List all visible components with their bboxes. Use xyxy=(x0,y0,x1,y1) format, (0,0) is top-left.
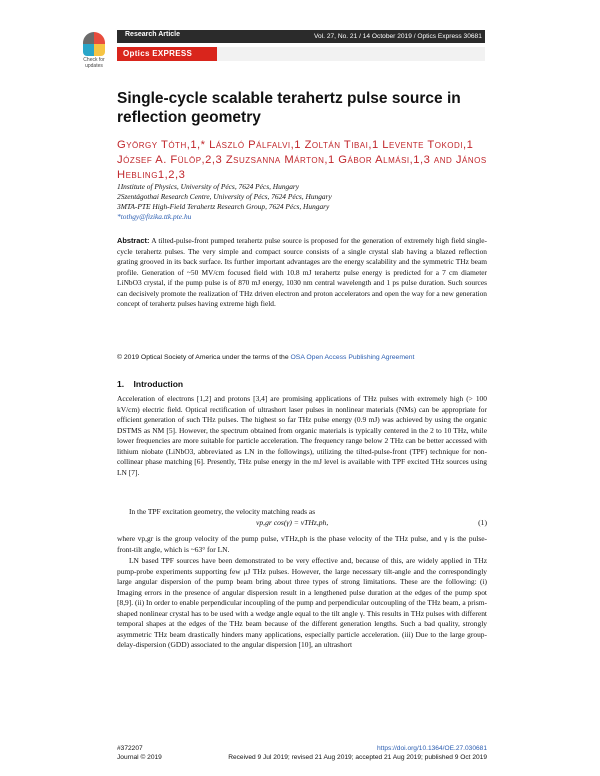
section-number: 1. xyxy=(117,379,125,389)
copyright-text: © 2019 Optical Society of America under the terms of the xyxy=(117,354,289,361)
crossmark-badge[interactable] xyxy=(80,32,108,69)
paragraph-2: In the TPF excitation geometry, the velocity matching reads as xyxy=(129,507,316,516)
journal-name: Optics EXPRESS xyxy=(123,49,193,58)
footer-left xyxy=(117,744,162,762)
abstract xyxy=(117,236,487,310)
equation-expression: vp,gr cos(γ) = vTHz,ph, xyxy=(256,518,329,527)
abstract-text: A tilted-pulse-front pumped terahertz pulse source is proposed for the generation of extremely high field single-cycle terahertz pulses. The very simple and compact source consists of a single crystal slab having a blazed reflection grating grooved in its back surface. Its further important advantages are the energy scalability and the symmetric THz beam profile. Generation of ~50 MV/cm focused field with 10.8 mJ terahertz pulse energy is predicted for a 7 cm diameter LiNbO3 crystal, if the pump pulse is of 870 mJ energy, 1030 nm central wavelength and 1 ps pulse duration. Such sources can decisively promote the realization of THz driven electron and proton accelerators and open the way for a new generation concept of terahertz pulses having extreme high field. xyxy=(117,236,487,308)
section-title: Introduction xyxy=(133,379,184,389)
author-list: György Tóth,1,* László Pálfalvi,1 Zoltán Tibai,1 Levente Tokodi,1 József A. Fülöp,2,3 Zsuzsanna Márton,1 Gábor Almási,1,3 and János Hebling1,2,3 xyxy=(117,139,487,181)
affiliation-2: 2Szentágothai Research Centre, University of Pécs, 7624 Pécs, Hungary xyxy=(117,192,332,201)
paragraph-1: Acceleration of electrons [1,2] and protons [3,4] are promising applications of THz pulses with extremely high (> 100 kV/cm) electric field. Optical rectification of ultrashort laser pulses in nonlinear materials (NMs) can be appropriate for efficient generation of such THz pulses. The highest so far THz pulse energy (0.9 mJ) was achieved by using the organic DSTMS as NM [5]. However, the spectrum obtained from organic materials is typically centered in the 2 to 10 THz, while lower frequencies are more suitable for particle acceleration. The frequency range below 2 THz can be better accessed with lithium niobate (LiNbO3, abbreviated as LN in the followings), utilizing the tilted-pulse-front (TPF) technique for non-collinear phase matching [6]. Presently, THz pulse energy in the mJ level is available with TPF excited THz sources using LN [7]. xyxy=(117,394,487,477)
corresponding-email[interactable]: *tothgy@fizika.ttk.pte.hu xyxy=(117,212,192,221)
copyright-notice xyxy=(117,354,487,361)
journal-bar-fill xyxy=(217,47,485,61)
doi-link[interactable]: https://doi.org/10.1364/OE.27.030681 xyxy=(377,745,487,752)
equation-1 xyxy=(117,518,487,530)
journal-copyright: Journal © 2019 xyxy=(117,754,162,761)
crossmark-icon xyxy=(83,32,105,56)
publication-dates: Received 9 Jul 2019; revised 21 Aug 2019; accepted 21 Aug 2019; published 9 Oct 2019 xyxy=(228,754,487,761)
article-title: Single-cycle scalable terahertz pulse source in reflection geometry xyxy=(117,90,461,126)
journal-bar xyxy=(117,47,485,61)
section-heading xyxy=(117,379,183,389)
volume-info: Vol. 27, No. 21 / 14 October 2019 / Optics Express 30681 xyxy=(314,33,482,40)
affiliations xyxy=(117,182,497,222)
article-type: Research Article xyxy=(125,31,180,38)
footer-right xyxy=(228,744,487,762)
crossmark-label: Check for updates xyxy=(83,57,105,69)
license-link[interactable]: OSA Open Access Publishing Agreement xyxy=(290,354,415,361)
affiliation-1: 1Institute of Physics, University of Pécs, 7624 Pécs, Hungary xyxy=(117,182,300,191)
paragraph-3: where vp,gr is the group velocity of the pump pulse, vTHz,ph is the phase velocity of the THz pulse, and γ is the pulse-front-tilt angle, which is ~63° for LN. xyxy=(117,534,487,554)
abstract-label: Abstract: xyxy=(117,236,150,245)
paragraph-4: LN based TPF sources have been demonstrated to be very effective and, because of this, are widely applied in THz pump-probe experiments supporting few μJ THz pulses. However, the large necessary tilt-angle and the correspondingly large angular dispersion of the pump beam bring about three types of strong limitations. These are the following: (i) Imaging errors in the presence of angular dispersion result in a lengthened pulse duration at the edges of the pump spot [8,9]. (ii) In order to enable perpendicular incoupling of the pump and perpendicular outcoupling of the THz beam, a prism-shaped nonlinear crystal has to be used with a wedge angle equal to the tilt angle γ. This results in THz pulses with different temporal shapes at the edges of the THz beam because of the different generation lengths. Such a bad quality, strongly asymmetric THz beam drastically hinders many applications, especially particle acceleration. (iii) Due to the large group-delay-dispersion (GDD) associated to the angular dispersion [10], an ultrashort xyxy=(117,556,487,650)
affiliation-3: 3MTA-PTE High-Field Terahertz Research Group, 7624 Pécs, Hungary xyxy=(117,202,330,211)
equation-number: (1) xyxy=(478,518,487,527)
journal-brand xyxy=(117,47,217,61)
article-id: #372207 xyxy=(117,745,143,752)
